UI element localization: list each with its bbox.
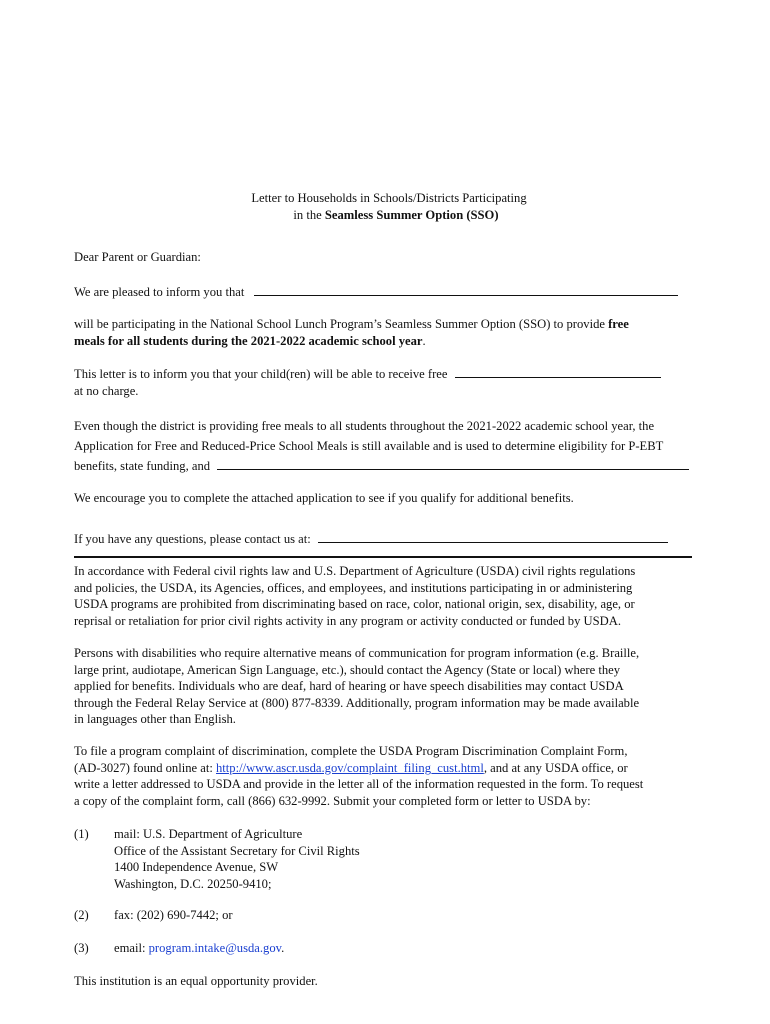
participating-paragraph: will be participating in the National School Lunch Program’s Seamless Summer Option (SSO) to provide free meals for all students during the 2021-2022 academic school year. xyxy=(74,317,629,348)
list-item-mail: (1) mail: U.S. Department of Agriculture Office of the Assistant Secretary for Civil Rights 1400 Independence Avenue, SW Washington, D.C. 20250-9410; xyxy=(74,827,360,891)
title-line-2: in the Seamless Summer Option (SSO) xyxy=(293,208,499,222)
divider-rule xyxy=(74,556,692,558)
closing-statement: This institution is an equal opportunity provider. xyxy=(74,974,318,988)
email-link[interactable]: program.intake@usda.gov xyxy=(148,941,282,955)
list-item-fax: (2) fax: (202) 690-7442; or xyxy=(74,908,233,922)
even-though-paragraph: Even though the district is providing free meals to all students throughout the 2021-2022 academic school year, the Application for Free and Reduced-Price School Meals is still available and is used to determine eligibility for P-EBT benefits, state funding, and xyxy=(74,416,704,476)
encourage-paragraph: We encourage you to complete the attached application to see if you qualify for additional benefits. xyxy=(74,491,574,505)
civil-rights-paragraph: In accordance with Federal civil rights law and U.S. Department of Agriculture (USDA) civil rights regulations and policies, the USDA, its Agencies, offices, and employees, and institutions participating in or administering USDA programs are prohibited from discriminating based on race, color, national origin, sex, disability, age, or reprisal or retaliation for prior civil rights activity in any program or activity conducted or funded by USDA. xyxy=(74,564,636,628)
letter-title xyxy=(74,190,704,224)
pleased-paragraph xyxy=(74,284,704,301)
list-item-email: (3) email: program.intake@usda.gov. xyxy=(74,941,285,955)
complaint-paragraph: To file a program complaint of discrimination, complete the USDA Program Discrimination Complaint Form, (AD-3027) found online at: http://www.ascr.usda.gov/complaint_filing_cust.html, and at any USDA office, or write a letter addressed to USDA and provide in the letter all of the information requested in the form. To request a copy of the complaint form, call (866) 632-9992. Submit your completed form or letter to USDA by: xyxy=(74,744,644,808)
questions-paragraph: If you have any questions, please contact us at: xyxy=(74,531,704,548)
disabilities-paragraph: Persons with disabilities who require alternative means of communication for program information (e.g. Braille, large print, audiotape, American Sign Language, etc.), should contact the Agency (State or local) where they applied for benefits. Individuals who are deaf, hard of hearing or have speech disabilities may contact USDA through the Federal Relay Service at (800) 877-8339. Additionally, program information may be made available in languages other than English. xyxy=(74,646,640,727)
salutation: Dear Parent or Guardian: xyxy=(74,250,201,264)
complaint-form-link[interactable]: http://www.ascr.usda.gov/complaint_filing_cust.html xyxy=(216,760,484,775)
school-name-blank[interactable] xyxy=(254,284,678,296)
other-uses-blank[interactable] xyxy=(217,458,689,470)
meal-type-blank[interactable] xyxy=(455,366,661,378)
title-line-1: Letter to Households in Schools/Districts Participating xyxy=(251,191,527,205)
pleased-text: We are pleased to inform you that xyxy=(74,285,245,299)
child-free-paragraph: This letter is to inform you that your child(ren) will be able to receive free at no charge. xyxy=(74,366,704,399)
contact-blank[interactable] xyxy=(318,531,668,543)
